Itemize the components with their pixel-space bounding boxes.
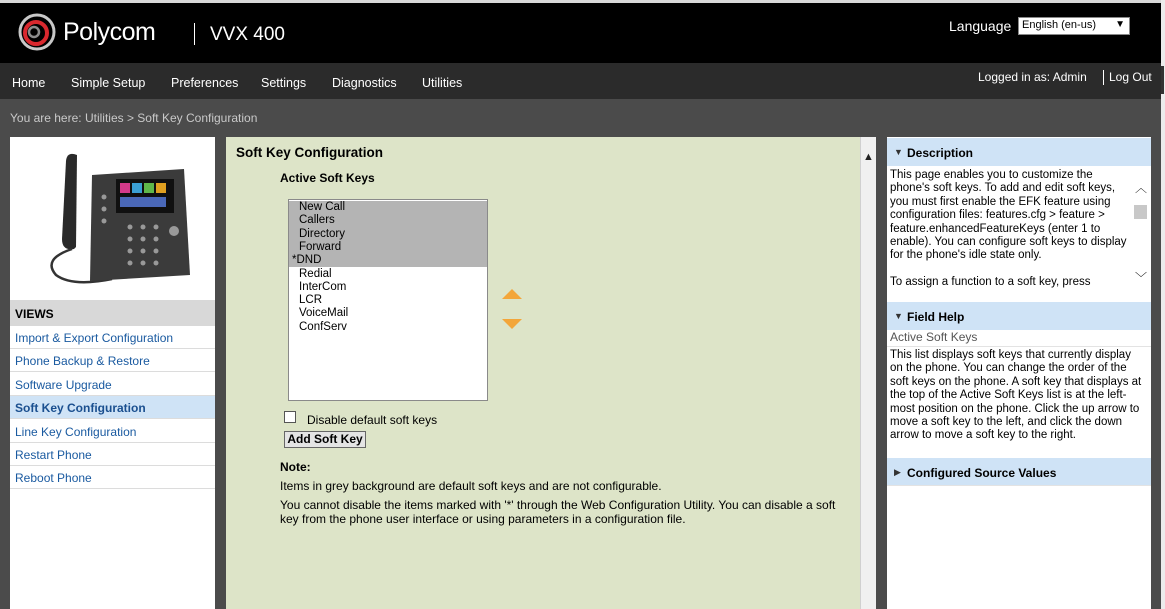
configured-source-values-title: Configured Source Values (907, 466, 1057, 480)
description-paragraph: This page enables you to customize the phone's soft keys. To add and edit soft keys, you must first enable the EFK feature using configuration files: features.cfg > feature > feature.enhancedFeatureKeys (enter 1 to enable). You can configure soft keys to display for the phone's idle state only. (890, 169, 1127, 262)
caret-down-icon: ▼ (894, 147, 903, 157)
soft-key-item[interactable]: *DND (289, 254, 487, 267)
field-help-title: Field Help (907, 310, 965, 324)
sidebar-item-label: Reboot Phone (15, 471, 92, 485)
description-text (890, 169, 1127, 300)
breadcrumb: You are here: Utilities > Soft Key Configuration (10, 111, 258, 125)
logout-link[interactable]: Log Out (1109, 70, 1152, 84)
move-down-arrow-icon[interactable] (502, 319, 522, 329)
field-help-header[interactable] (887, 302, 1151, 330)
main-nav (0, 63, 1161, 99)
window-edge (1161, 0, 1165, 609)
help-panel (887, 137, 1151, 609)
views-title: VIEWS (15, 307, 54, 321)
logged-in-label: Logged in as: Admin (978, 70, 1087, 84)
main-scrollbar[interactable] (860, 137, 876, 609)
nav-preferences[interactable]: Preferences (171, 76, 239, 90)
brand-name: Polycom (63, 18, 156, 46)
nav-home[interactable]: Home (12, 76, 46, 90)
soft-key-item[interactable]: LCR (299, 294, 323, 307)
sidebar-item-software-upgrade[interactable] (10, 373, 215, 396)
note-text-2: You cannot disable the items marked with '*' through the Web Configuration Utility. You can disable a soft key from the phone user interface or using parameters in a configuration file. (280, 498, 836, 526)
views-sidebar (10, 137, 215, 609)
soft-key-item[interactable]: Redial (299, 267, 332, 280)
add-soft-key-button[interactable]: Add Soft Key (284, 431, 366, 448)
polycom-logo-icon (17, 12, 57, 52)
soft-key-item[interactable]: Callers (289, 214, 487, 227)
language-value: English (en-us) (1022, 19, 1096, 31)
chevron-down-icon: ▼ (1115, 19, 1125, 30)
sidebar-item-line-key-configuration[interactable] (10, 420, 215, 443)
sidebar-item-reboot-phone[interactable] (10, 466, 215, 489)
note-text-1: Items in grey background are default soft keys and are not configurable. (280, 479, 662, 493)
sidebar-item-label: Import & Export Configuration (15, 331, 174, 345)
sidebar-item-label: Soft Key Configuration (15, 401, 146, 415)
caret-right-icon: ▶ (894, 467, 901, 477)
disable-default-soft-keys-label: Disable default soft keys (307, 413, 438, 427)
nav-utilities[interactable]: Utilities (422, 76, 463, 90)
language-label: Language (949, 18, 1012, 34)
scroll-up-icon[interactable]: ︿ (1135, 181, 1148, 195)
scroll-up-arrow-icon[interactable]: ▲ (863, 151, 874, 163)
header-bar (0, 3, 1161, 63)
description-box (887, 167, 1151, 300)
sidebar-item-import-export[interactable] (10, 326, 215, 349)
description-title: Description (907, 146, 974, 160)
sidebar-item-soft-key-configuration[interactable] (10, 396, 215, 419)
scroll-down-icon[interactable]: ﹀ (1135, 271, 1148, 285)
soft-key-item[interactable]: ConfServ (299, 320, 347, 333)
language-select[interactable] (1018, 17, 1130, 35)
page-title: Soft Key Configuration (236, 145, 383, 160)
soft-key-item[interactable]: Directory (289, 228, 487, 241)
caret-down-icon: ▼ (894, 311, 903, 321)
nav-diagnostics[interactable]: Diagnostics (332, 76, 397, 90)
sidebar-item-label: Phone Backup & Restore (15, 354, 150, 368)
active-soft-keys-label: Active Soft Keys (280, 171, 375, 185)
sidebar-item-phone-backup[interactable] (10, 349, 215, 372)
description-header[interactable] (887, 138, 1151, 166)
sidebar-item-label: Restart Phone (15, 448, 92, 462)
sidebar-item-restart-phone[interactable] (10, 443, 215, 466)
phone-image (32, 147, 192, 289)
configured-source-values-header[interactable] (887, 458, 1151, 486)
brand-divider (194, 23, 195, 45)
field-help-label: Active Soft Keys (890, 330, 978, 344)
active-soft-keys-list[interactable] (288, 199, 488, 401)
nav-simple-setup[interactable]: Simple Setup (71, 76, 146, 90)
soft-key-item[interactable]: New Call (289, 201, 487, 214)
views-header (10, 300, 215, 326)
soft-key-item[interactable]: InterCom (299, 280, 347, 293)
description-paragraph: To assign a function to a soft key, press (890, 275, 1091, 288)
sidebar-item-label: Line Key Configuration (15, 425, 137, 439)
divider (887, 346, 1151, 347)
scroll-thumb[interactable] (1134, 205, 1147, 219)
divider (887, 485, 1151, 486)
soft-key-item[interactable]: Forward (289, 241, 487, 254)
sidebar-item-label: Software Upgrade (15, 378, 112, 392)
nav-settings[interactable]: Settings (261, 76, 307, 90)
phone-model: VVX 400 (210, 24, 285, 45)
disable-default-soft-keys-checkbox[interactable] (284, 411, 296, 423)
description-scrollbar[interactable] (1133, 179, 1148, 287)
field-help-text: This list displays soft keys that currently display on the phone. You can change the order of the soft keys on the phone. A soft key that displays at the top of the Active Soft Keys list is at the left-most position on the phone. Click the up arrow to move a soft key to the left, and click the down arrow to move a soft key to the right. (890, 349, 1142, 442)
logout-divider (1103, 70, 1104, 85)
main-panel (226, 137, 860, 609)
soft-key-item[interactable]: VoiceMail (299, 307, 349, 320)
note-title: Note: (280, 460, 311, 474)
move-up-arrow-icon[interactable] (502, 289, 522, 299)
